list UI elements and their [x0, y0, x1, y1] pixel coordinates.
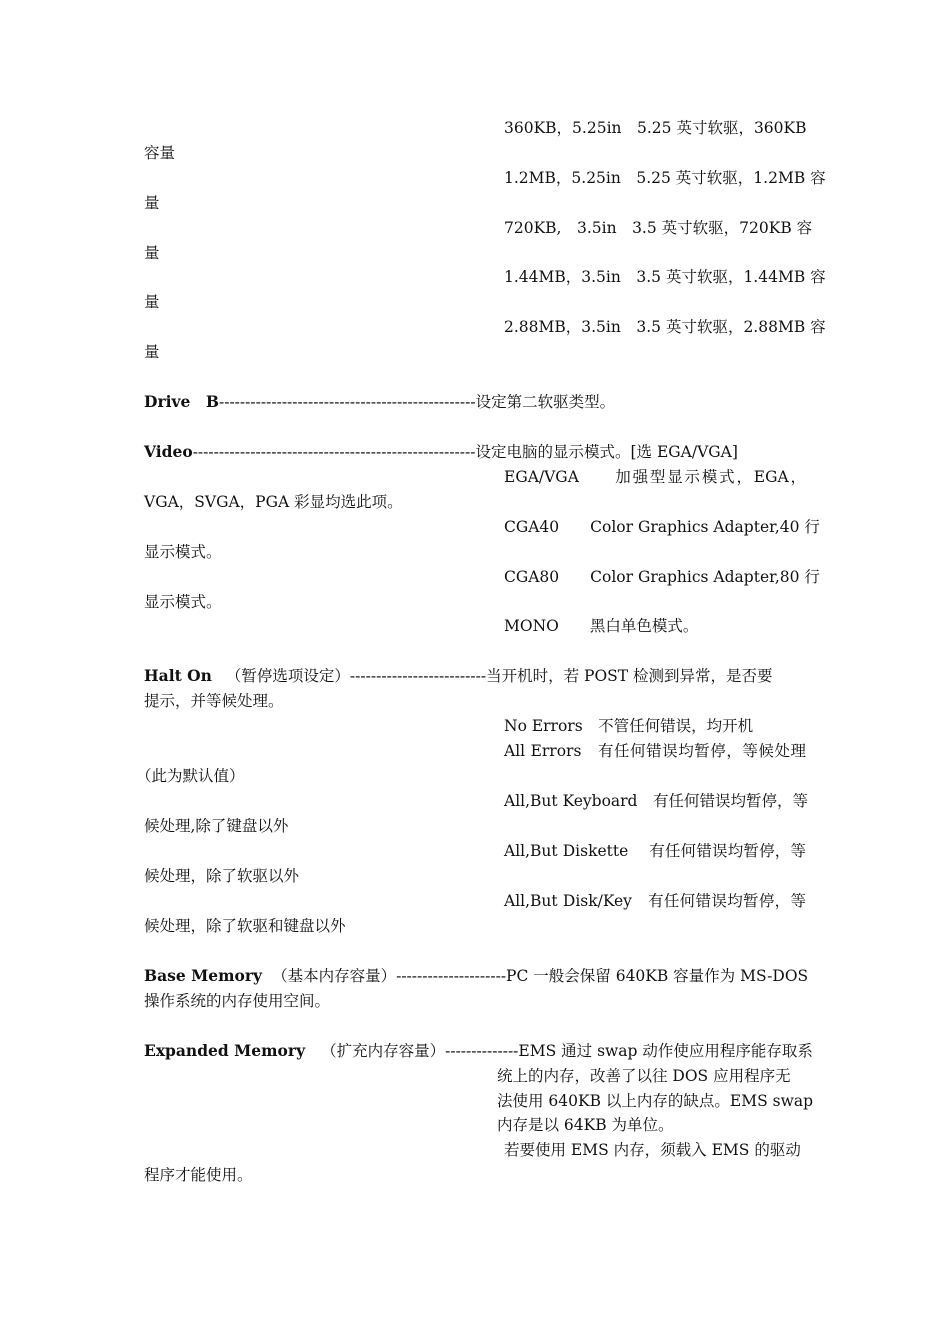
floppy-option-continuation: 量	[144, 293, 160, 311]
drive-b-label: Drive B	[144, 392, 219, 411]
video-option-continuation: VGA，SVGA，PGA 彩显均选此项。	[144, 493, 403, 511]
floppy-option-continuation: 量	[144, 343, 160, 361]
halt-on-option-continuation: 候处理,除了键盘以外	[144, 817, 289, 835]
floppy-option-line: 1.2MB，5.25in 5.25 英寸软驱，1.2MB 容	[504, 169, 826, 187]
floppy-option-continuation: 量	[144, 244, 160, 262]
halt-on-option-line: All,But Keyboard 有任何错误均暂停，等	[504, 792, 808, 810]
halt-on-description-continuation: 提示，并等候处理。	[144, 692, 284, 710]
video-option-line: CGA80 Color Graphics Adapter,80 行	[504, 568, 820, 586]
halt-on-option-line: All,But Diskette 有任何错误均暂停，等	[504, 842, 806, 860]
halt-on-option-line: All,But Disk/Key 有任何错误均暂停，等	[504, 892, 806, 910]
base-memory-description-continuation: 操作系统的内存使用空间。	[144, 992, 331, 1010]
expanded-memory-paren: （扩充内存容量）	[321, 1042, 446, 1060]
video-option-line: CGA40 Color Graphics Adapter,40 行	[504, 518, 820, 536]
floppy-option-line: 1.44MB，3.5in 3.5 英寸软驱，1.44MB 容	[504, 268, 826, 286]
video-option-line: EGA/VGA 加强型显示模式，EGA，	[504, 468, 806, 486]
expanded-memory-entry	[144, 1041, 813, 1061]
halt-on-option-line: No Errors 不管任何错误，均开机	[504, 717, 754, 735]
expanded-memory-label: Expanded Memory	[144, 1041, 306, 1060]
base-memory-label: Base Memory	[144, 966, 263, 985]
halt-on-option-continuation: 候处理，除了软驱和键盘以外	[144, 917, 346, 935]
video-option-continuation: 显示模式。	[144, 543, 222, 561]
expanded-memory-line: 内存是以 64KB 为单位。	[497, 1116, 674, 1134]
video-entry	[144, 442, 738, 462]
expanded-memory-description: --------------EMS 通过 swap 动作使应用程序能存取系	[445, 1042, 813, 1060]
base-memory-entry	[144, 966, 808, 986]
video-option-line: MONO 黑白单色模式。	[504, 617, 699, 635]
halt-on-option-line: All Errors 有任何错误均暂停，等候处理	[504, 742, 806, 760]
video-label: Video	[144, 442, 193, 461]
halt-on-entry	[144, 666, 773, 686]
halt-on-description: --------------------------当开机时，若 POST 检测到异常，是否要	[349, 667, 773, 685]
floppy-option-line: 360KB，5.25in 5.25 英寸软驱，360KB	[504, 119, 807, 137]
video-description: ------------------------------------------------------设定电脑的显示模式。[选 EGA/VGA]	[192, 443, 738, 461]
halt-on-label: Halt On	[144, 666, 212, 685]
base-memory-description: ---------------------PC 一般会保留 640KB 容量作为 MS-DOS	[396, 967, 809, 985]
expanded-memory-note-continuation: 程序才能使用。	[144, 1166, 253, 1184]
video-option-continuation: 显示模式。	[144, 593, 222, 611]
base-memory-paren: （基本内存容量）	[272, 967, 397, 985]
floppy-option-line: 2.88MB，3.5in 3.5 英寸软驱，2.88MB 容	[504, 318, 826, 336]
halt-on-paren: （暂停选项设定）	[225, 667, 350, 685]
expanded-memory-line: 统上的内存，改善了以往 DOS 应用程序无	[497, 1067, 791, 1085]
halt-on-option-continuation: （此为默认值）	[136, 767, 245, 785]
expanded-memory-line: 法使用 640KB 以上内存的缺点。EMS swap	[497, 1092, 814, 1110]
drive-b-entry	[144, 392, 615, 412]
floppy-option-continuation: 量	[144, 194, 160, 212]
halt-on-option-continuation: 候处理，除了软驱以外	[144, 867, 300, 885]
expanded-memory-note: 若要使用 EMS 内存，须载入 EMS 的驱动	[504, 1141, 801, 1159]
drive-b-description: -------------------------------------------------设定第二软驱类型。	[218, 393, 616, 411]
floppy-option-line: 720KB, 3.5in 3.5 英寸软驱，720KB 容	[504, 219, 813, 237]
floppy-option-continuation: 容量	[144, 144, 176, 162]
